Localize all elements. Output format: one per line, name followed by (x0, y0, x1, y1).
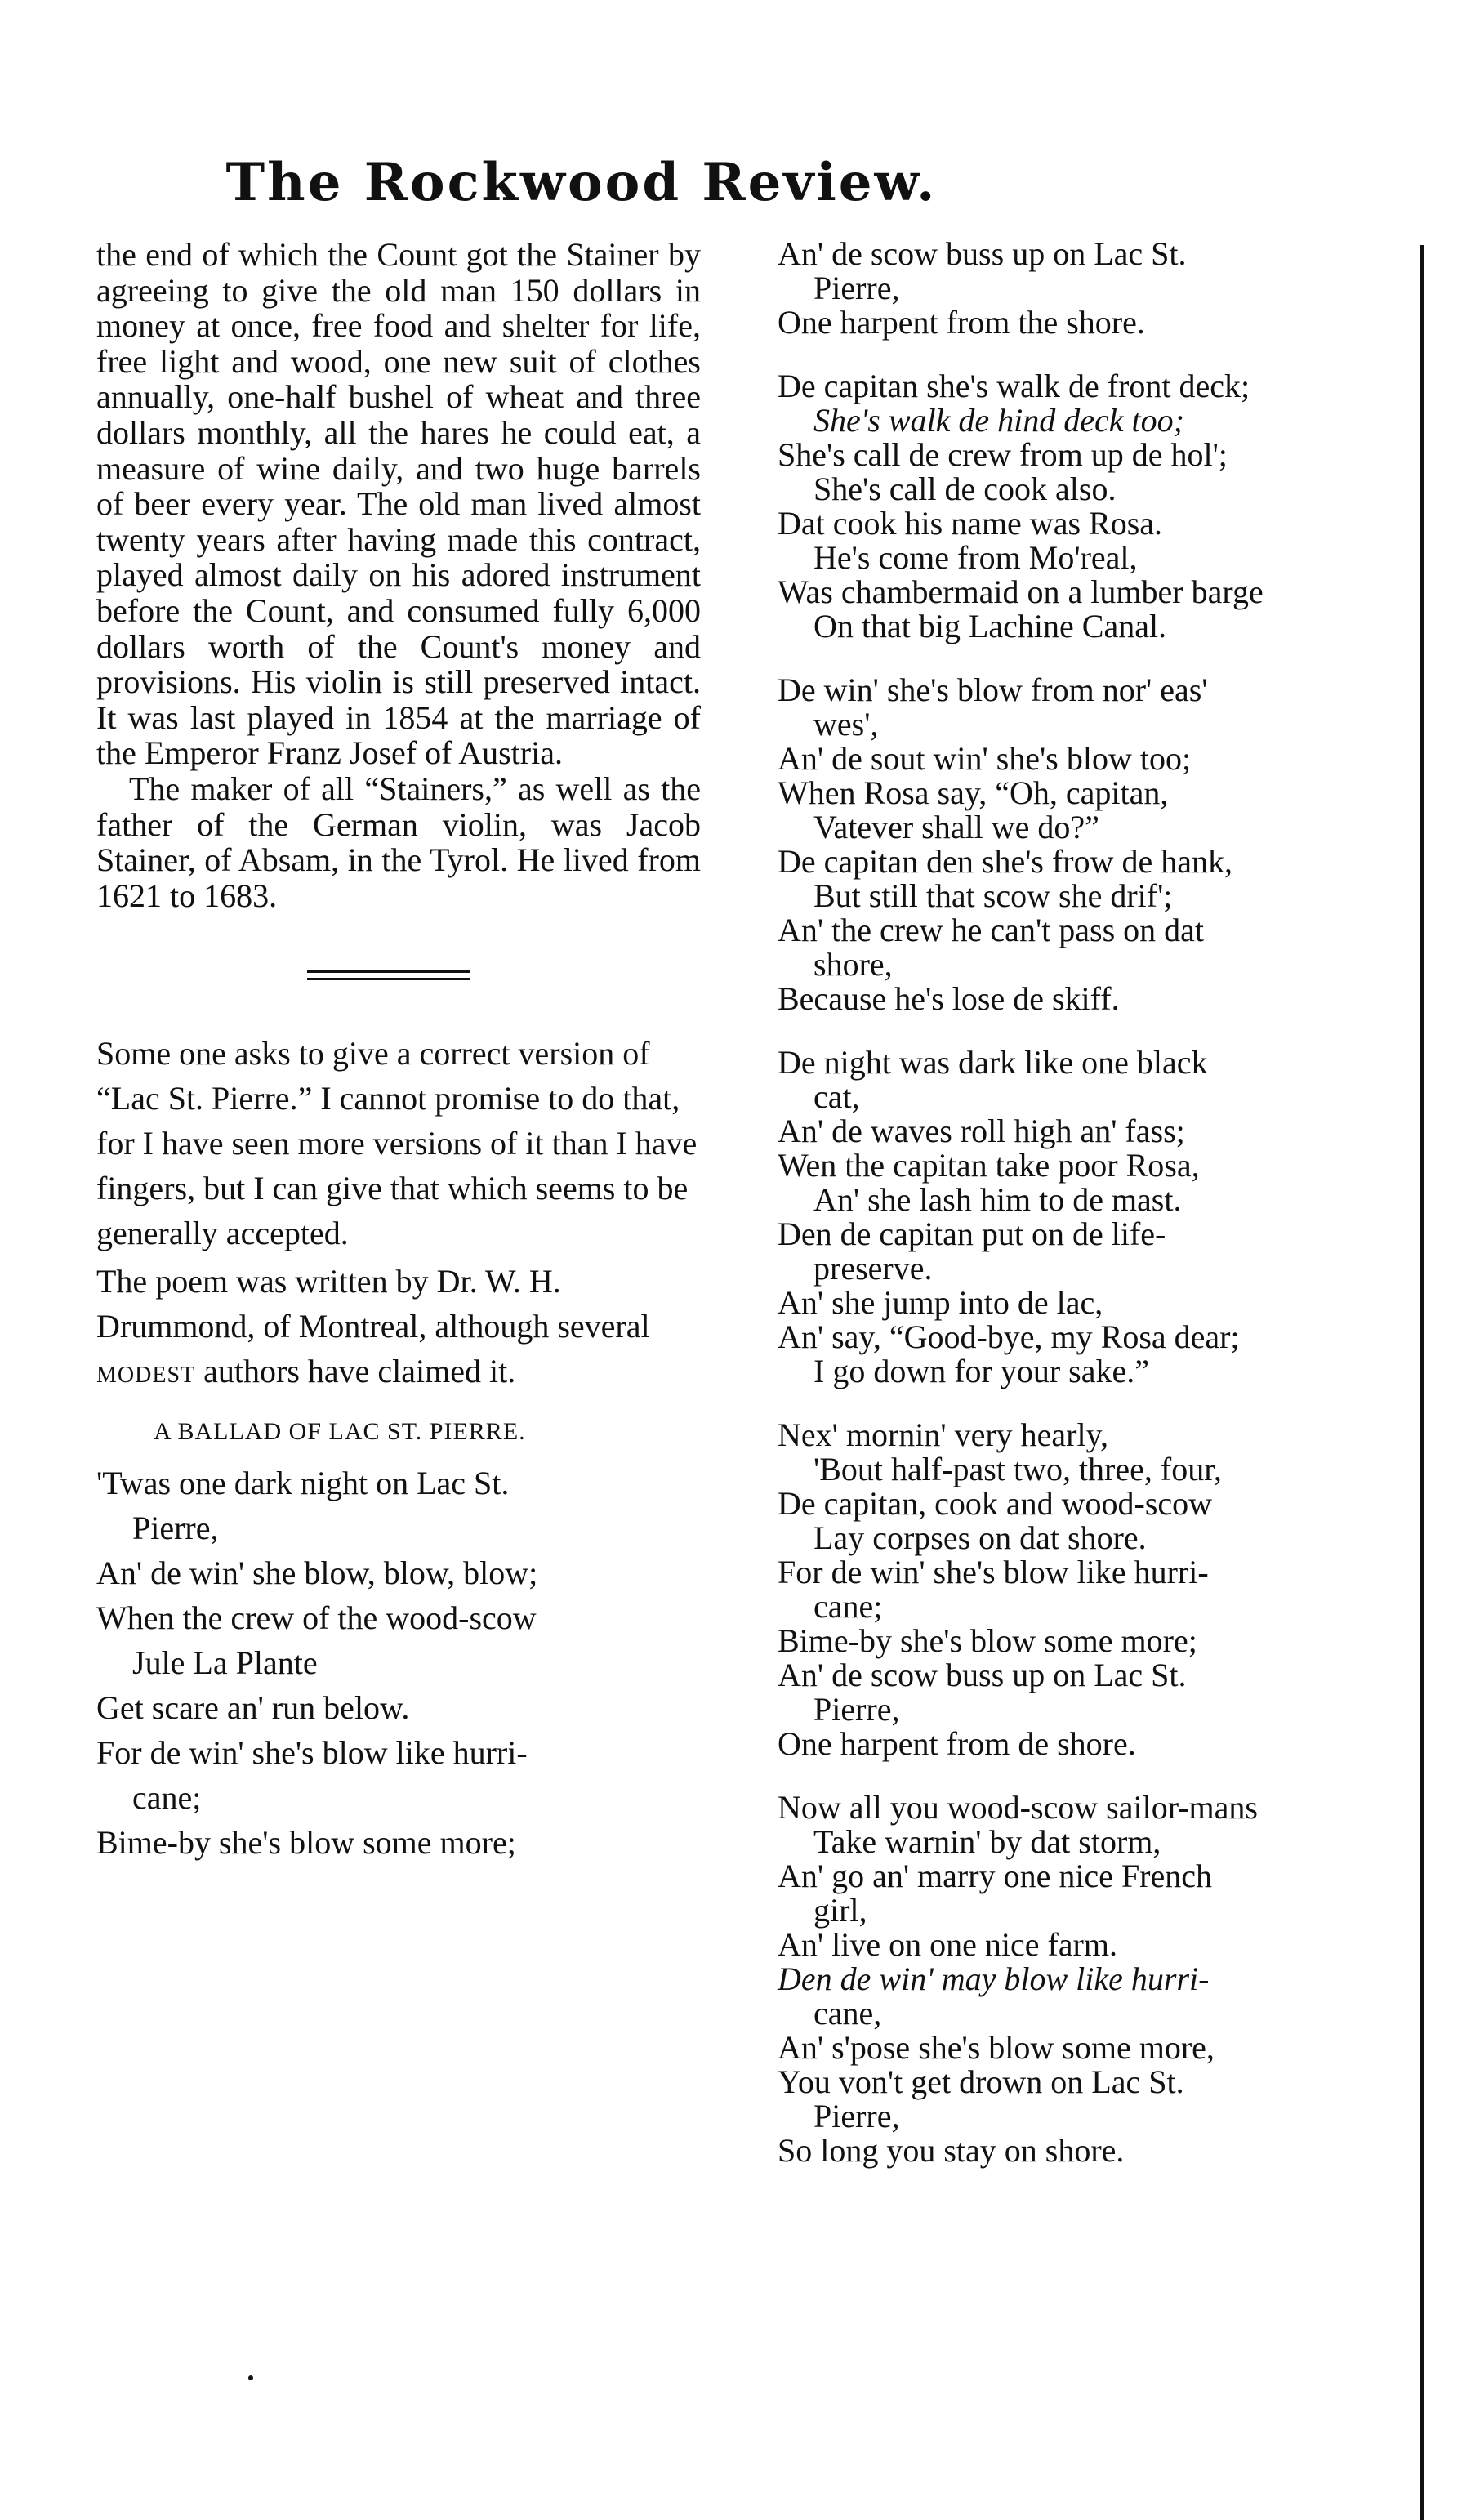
poem-line: On that big Lachine Canal. (813, 608, 1167, 644)
poem-line: She's call de cook also. (813, 471, 1117, 507)
poem-line: Den de win' may blow like hurri- (778, 1960, 1210, 1997)
poem-line: An' she jump into de lac, (778, 1284, 1103, 1321)
paragraph-poem-author-start: The poem was written by Dr. W. H. Drummond, of Montreal, although several (96, 1263, 650, 1345)
poem-line: preserve. (813, 1250, 933, 1287)
poem-line: 'Twas one dark night on Lac St. (96, 1465, 510, 1502)
poem-line: cane; (132, 1779, 202, 1817)
poem-line: Get scare an' run below. (96, 1689, 410, 1727)
poem-left-column (96, 1461, 701, 1865)
poem-line: An' go an' marry one nice French (778, 1858, 1213, 1894)
poem-line: De capitan she's walk de front deck; (778, 368, 1250, 404)
poem-line: Was chambermaid on a lumber barge (778, 573, 1264, 610)
poem-line: Pierre, (813, 270, 900, 306)
poem-line: cane, (813, 1995, 882, 2032)
poem-line: Now all you wood-scow sailor-mans (778, 1789, 1258, 1826)
section-divider (307, 970, 470, 980)
left-column (96, 237, 701, 1865)
page-edge-rule (1420, 245, 1424, 2520)
poem-line: When the crew of the wood-scow (96, 1599, 537, 1637)
poem-line: cat, (813, 1078, 860, 1115)
poem-line: An' de sout win' she's blow too; (778, 740, 1192, 777)
poem-line: Dat cook his name was Rosa. (778, 505, 1163, 542)
poem-line: girl, (813, 1892, 867, 1929)
poem-line: For de win' she's blow like hurri- (778, 1554, 1209, 1590)
poem-line: De night was dark like one black (778, 1044, 1208, 1081)
poem-line: Jule La Plante (132, 1644, 318, 1682)
poem-line: Den de capitan put on de life- (778, 1215, 1166, 1252)
poem-line: An' de waves roll high an' fass; (778, 1113, 1185, 1149)
poem-line: Wen the capitan take poor Rosa, (778, 1147, 1200, 1184)
poem-line: She's walk de hind deck too; (813, 402, 1184, 439)
poem-line: wes', (813, 706, 879, 743)
paragraph-poem-author (96, 1259, 701, 1394)
page-title: The Rockwood Review. (225, 152, 938, 213)
poem-line: Take warnin' by dat storm, (813, 1823, 1161, 1860)
paragraph-stainer-maker (96, 771, 701, 913)
poem-line: shore, (813, 946, 893, 983)
stanza (778, 1046, 1382, 1389)
poem-line: When Rosa say, “Oh, capitan, (778, 774, 1169, 811)
poem-line: An' de scow buss up on Lac St. (778, 235, 1187, 272)
poem-line: She's call de crew from up de hol'; (778, 436, 1228, 473)
poem-line: I go down for your sake.” (813, 1353, 1149, 1389)
poem-line: Pierre, (813, 1691, 900, 1728)
poem-line: For de win' she's blow like hurri- (96, 1734, 528, 1772)
poem-line: Nex' mornin' very hearly, (778, 1416, 1109, 1453)
poem-line: De capitan, cook and wood-scow (778, 1485, 1213, 1522)
poem-line: De win' she's blow from nor' eas' (778, 671, 1208, 708)
poem-line: So long you stay on shore. (778, 2132, 1125, 2169)
poem-line: cane; (813, 1588, 883, 1625)
poem-line: One harpent from de shore. (778, 1725, 1136, 1762)
poem-line: 'Bout half-past two, three, four, (813, 1451, 1222, 1487)
stanza (778, 1791, 1382, 2168)
paragraph-correct-version (96, 1031, 701, 1256)
poem-line: An' she lash him to de mast. (813, 1181, 1182, 1218)
poem-line: An' de scow buss up on Lac St. (778, 1657, 1187, 1693)
poem-line: Lay corpses on dat shore. (813, 1519, 1147, 1556)
poem-line: Because he's lose de skiff. (778, 980, 1120, 1017)
poem-line: But still that scow she drif'; (813, 877, 1173, 914)
right-column (778, 237, 1382, 2197)
paragraph-correct-version-text: Some one asks to give a correct version of “Lac St. Pierre.” I cannot promise to do that, for I have seen more versions of it than I have fingers, but I can give that which seems to be generally accepted. (96, 1035, 698, 1252)
stanza (778, 237, 1382, 340)
poem-line: An' say, “Good-bye, my Rosa dear; (778, 1318, 1240, 1355)
poem-line: Pierre, (813, 2098, 900, 2134)
print-speck (248, 2375, 253, 2380)
poem-line: You von't get drown on Lac St. (778, 2063, 1184, 2100)
poem-line: Vatever shall we do?” (813, 809, 1099, 845)
paragraph-stainer-maker-text: The maker of all “Stainers,” as well as the father of the German violin, was Jacob Stainer, of Absam, in the Tyrol. He lived from 1621 to 1683. (96, 769, 701, 914)
poem-line: De capitan den she's frow de hank, (778, 843, 1233, 880)
paragraph-poem-author-smallcaps: modest (96, 1353, 196, 1390)
poem-line: Bime-by she's blow some more; (96, 1824, 516, 1862)
paragraph-poem-author-end: authors have claimed it. (203, 1353, 516, 1390)
poem-line: An' live on one nice farm. (778, 1926, 1117, 1963)
stanza (778, 673, 1382, 1016)
poem-line: Bime-by she's blow some more; (778, 1622, 1197, 1659)
stanza (778, 369, 1382, 644)
poem-line: An' s'pose she's blow some more, (778, 2029, 1215, 2066)
ballad-title: A BALLAD OF LAC ST. PIERRE. (154, 1418, 526, 1446)
poem-line: One harpent from the shore. (778, 304, 1145, 341)
stanza (778, 1418, 1382, 1761)
poem-line: He's come from Mo'real, (813, 539, 1138, 576)
poem-line: An' de win' she blow, blow, blow; (96, 1554, 538, 1592)
poem-line: An' the crew he can't pass on dat (778, 912, 1205, 948)
poem-line: Pierre, (132, 1510, 219, 1547)
paragraph-stainer-contract: the end of which the Count got the Stainer by agreeing to give the old man 150 dollars in money at once, free food and shelter for life, free light and wood, one new suit of clothes annually, one-half bushel of wheat and three dollars monthly, all the hares he could eat, a measure of wine daily, and two huge barrels of beer every year. The old man lived almost twenty years after having made this contract, played almost daily on his adored instrument before the Count, and consumed fully 6,000 dollars worth of the Count's money and provisions. His violin is still preserved intact. It was last played in 1854 at the marriage of the Emperor Franz Josef of Austria. (96, 236, 701, 772)
